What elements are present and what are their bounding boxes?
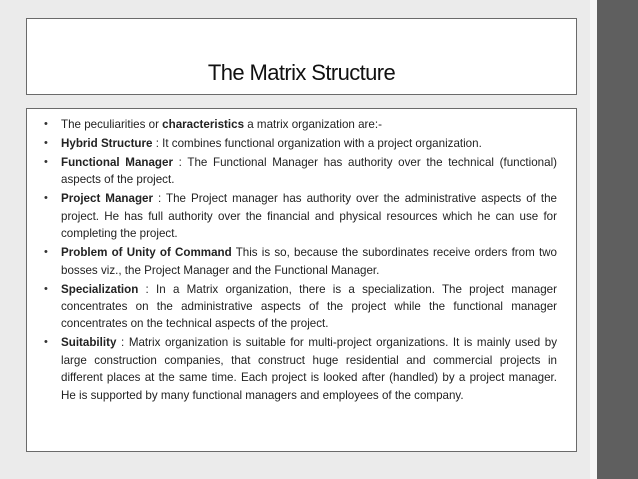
item-bold-text: characteristics xyxy=(162,118,245,131)
side-bar xyxy=(597,0,638,479)
side-stripe-light xyxy=(590,0,597,479)
bullet-icon: • xyxy=(44,282,48,295)
item-text: : The Functional Manager has authority over the technical (functional) aspects of the project. xyxy=(61,156,558,187)
list-item xyxy=(44,135,557,152)
item-text: : Matrix organization is suitable for multi-project organizations. It is mainly used by large construction companies, that construct huge residential and commercial projects in different places at the same time. Each project is looked after (handled) by a project manager. He is supported by many functional managers and employees of the company. xyxy=(61,336,557,402)
item-text: : The Project manager has authority over the administrative aspects of the project. He has full authority over the financial and physical resources which he can use for completing the project. xyxy=(61,192,558,241)
item-lead: Project Manager xyxy=(61,192,153,206)
list-item xyxy=(44,281,557,333)
list-item xyxy=(44,116,557,133)
list-item xyxy=(44,190,557,242)
item-lead: Functional Manager xyxy=(61,156,173,169)
bullet-list xyxy=(44,116,557,406)
item-text: : In a Matrix organization, there is a specialization. The project manager concentrates on the administrative aspects of the project while the functional manager concentrates on the technical aspects of the project. xyxy=(61,282,557,331)
item-lead: Problem of Unity of Command xyxy=(61,246,232,260)
bullet-icon: • xyxy=(44,137,48,149)
item-text: : It combines functional organization with a project organization. xyxy=(152,137,482,150)
item-text: This is so, because the subordinates receive orders from two bosses viz., the Project Manager and the Functional Manager. xyxy=(61,246,557,277)
list-item xyxy=(44,334,557,404)
item-lead: Specialization xyxy=(61,282,139,296)
slide-title: The Matrix Structure xyxy=(207,60,396,85)
title-box xyxy=(26,18,577,95)
bullet-icon: • xyxy=(44,192,48,205)
list-item xyxy=(44,244,557,279)
bullet-icon: • xyxy=(44,246,48,259)
item-text-pre: The peculiarities or xyxy=(61,118,163,131)
item-lead: Hybrid Structure xyxy=(61,137,153,150)
list-item xyxy=(44,154,557,189)
bullet-icon: • xyxy=(44,156,48,168)
item-text: a matrix organization are:- xyxy=(244,118,382,131)
bullet-icon: • xyxy=(44,118,48,130)
item-lead: Suitability xyxy=(61,336,117,350)
content-box xyxy=(26,108,577,452)
bullet-icon: • xyxy=(44,336,48,349)
